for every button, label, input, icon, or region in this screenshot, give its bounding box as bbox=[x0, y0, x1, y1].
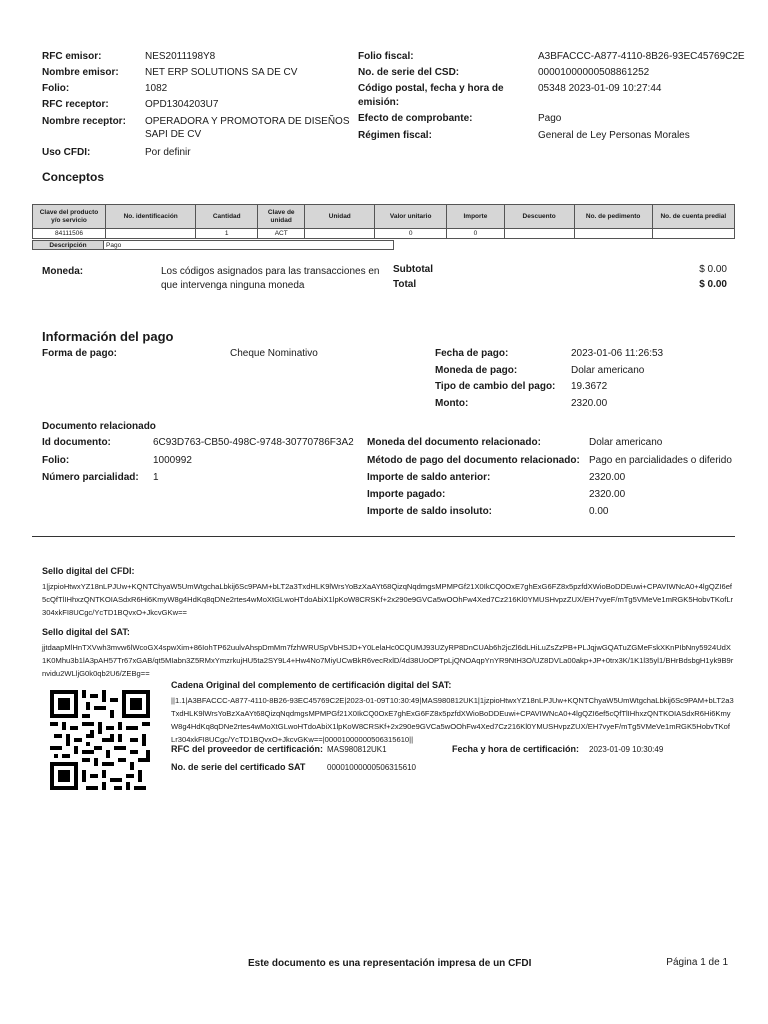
table-header-cell: Descuento bbox=[504, 205, 574, 229]
descripcion-label: Descripción bbox=[33, 241, 104, 249]
nombre-emisor-value: NET ERP SOLUTIONS SA DE CV bbox=[145, 67, 298, 78]
nombre-receptor-value-line1: OPERADORA Y PROMOTORA DE DISEÑOS bbox=[145, 116, 350, 127]
sello-cfdi-label: Sello digital del CFDI: bbox=[42, 566, 135, 576]
regimen-label: Régimen fiscal: bbox=[358, 130, 432, 141]
tipo-cambio-value: 19.3672 bbox=[571, 381, 608, 392]
folio-fiscal-label: Folio fiscal: bbox=[358, 51, 414, 62]
total-value: $ 0.00 bbox=[699, 279, 727, 290]
saldo-insoluto-value: 0.00 bbox=[589, 506, 609, 517]
table-row bbox=[33, 229, 735, 239]
regimen-value: General de Ley Personas Morales bbox=[538, 130, 690, 141]
table-cell: 1 bbox=[196, 229, 258, 239]
table-header-cell: Clave de unidad bbox=[258, 205, 305, 229]
table-cell: 0 bbox=[447, 229, 505, 239]
efecto-value: Pago bbox=[538, 113, 562, 124]
table-cell bbox=[105, 229, 195, 239]
table-cell: 84111506 bbox=[33, 229, 106, 239]
tipo-cambio-label: Tipo de cambio del pago: bbox=[435, 381, 556, 392]
metodo-pago-label: Método de pago del documento relacionado: bbox=[367, 455, 580, 466]
subtotal-label: Subtotal bbox=[393, 264, 433, 275]
serie-csd-value: 00001000000508861252 bbox=[538, 67, 650, 78]
folio-label: Folio: bbox=[42, 83, 70, 94]
nombre-receptor-label: Nombre receptor: bbox=[42, 116, 126, 127]
table-header-cell: Importe bbox=[447, 205, 505, 229]
parcialidad-value: 1 bbox=[153, 472, 159, 483]
id-documento-label: Id documento: bbox=[42, 437, 111, 448]
forma-pago-label: Forma de pago: bbox=[42, 348, 118, 359]
table-header-cell: Valor unitario bbox=[375, 205, 447, 229]
rfc-proveedor-value: MAS980812UK1 bbox=[327, 745, 387, 754]
rfc-receptor-value: OPD1304203U7 bbox=[145, 99, 219, 110]
moneda-pago-label: Moneda de pago: bbox=[435, 365, 518, 376]
monto-value: 2320.00 bbox=[571, 398, 608, 409]
parcialidad-label: Número parcialidad: bbox=[42, 472, 139, 483]
fecha-pago-label: Fecha de pago: bbox=[435, 348, 509, 359]
moneda-pago-value: Dolar americano bbox=[571, 365, 645, 376]
sello-sat-label: Sello digital del SAT: bbox=[42, 627, 130, 637]
table-cell bbox=[652, 229, 734, 239]
cadena-value: ||1.1|A3BFACCC-A877-4110-8B26-93EC45769C2E|2023-01-09T10:30:49|MAS980812UK1|1jzpioHtwxYZ18nLPJUw+KQNTChyaW5UmWtgchaLbkij6Sc9PAM+bLT2a3TxdHLK9lWrsYoBzXaAYt68QizqNqdmgsMPMPGf21X0IkCQ0OxE7ghExG6FZ8x5pzfdXWioBoDDEuwi+CPAVIWNcA0+4lgQZI6ef5cQfTlIHhxzQNTKOIASdxR6Hi6KmyW8g4HdKq8qDNe2rtes4wMoXtGLwoHTdoAbiX1lpKoW8CRSKf+2x290e9GVCa5wOOhFw4Xed7Cz216Kl0YMUSHvpzZUX/EH7vyeF/mTg5VMeVe1mRGK5HobvTKofLr304xkFI8UCgc/YcTD1BQvxO+JkcvGKw==|00001000000506315610|| bbox=[171, 696, 734, 744]
table-cell bbox=[574, 229, 652, 239]
uso-cfdi-label: Uso CFDI: bbox=[42, 147, 91, 158]
table-cell bbox=[305, 229, 375, 239]
table-cell: 0 bbox=[375, 229, 447, 239]
pago-title: Información del pago bbox=[42, 329, 174, 344]
saldo-anterior-value: 2320.00 bbox=[589, 472, 626, 483]
rfc-receptor-label: RFC receptor: bbox=[42, 99, 109, 110]
sello-sat-value: jjtdaapMlHnTXVwh3mvw6lWcoGX4spwXim+86IohTP62uulvAhspDmMm7fzhWRUSpVbHSJD+Y0LelaHc0CQUMJ93UZyRP8DnCUAb6h2jcZl6dLHiLuZsZzPB+PLJqjwGQATuZGMeFskXKnPIbNny5924UdX1K0Mhu3b1lA3pAH57Tr67xGAB/qt5MIabn3Z5RMxYmzrkujHU5ta2SY9L4+Hw4No7MiyUCwBkR6vecRxlD/4d38UoOPTpLjQNOAqpYnYR9NtH3O/UZ8DVLa00akp+JP+0trx3K/1K1l35yl1/BHrBdsbgH1yk9B9rnvidu2WLljG0k0qb2U6/ZEBg== bbox=[42, 643, 734, 678]
moneda-value-line2: que intervenga ninguna moneda bbox=[161, 280, 305, 291]
table-cell: ACT bbox=[258, 229, 305, 239]
nombre-emisor-label: Nombre emisor: bbox=[42, 67, 119, 78]
table-header-row bbox=[33, 205, 735, 229]
moneda-label: Moneda: bbox=[42, 266, 84, 277]
moneda-doc-label: Moneda del documento relacionado: bbox=[367, 437, 541, 448]
moneda-doc-value: Dolar americano bbox=[589, 437, 663, 448]
divider bbox=[32, 536, 735, 537]
cp-fecha-label-line1: Código postal, fecha y hora de bbox=[358, 83, 504, 94]
descripcion-value: Pago bbox=[106, 242, 122, 249]
saldo-anterior-label: Importe de saldo anterior: bbox=[367, 472, 491, 483]
conceptos-table bbox=[32, 204, 735, 239]
table-header-cell: No. de pedimento bbox=[574, 205, 652, 229]
qr-code-icon bbox=[50, 690, 150, 790]
table-cell bbox=[504, 229, 574, 239]
doc-folio-value: 1000992 bbox=[153, 455, 192, 466]
sello-cfdi-value: 1|jzpioHtwxYZ18nLPJUw+KQNTChyaW5UmWtgchaLbkij6Sc9PAM+bLT2a3TxdHLK9lWrsYoBzXaAYt68QizqNqdmgsMPMPGf21X0IkCQ0OxE7ghExG6FZ8x5pzfdXWioBoDDEuwi+CPAVIWNcA0+4lgQZI6ef5cQfTlIHhxzQNTKOIASdxR6Hi6KmyW8g4HdKq8qDNe2rtes4wMoXtGLwoHTdoAbiX1lpKoW8CRSKf+2x290e9GVCa5wOOhFw4Xed7Cz216Kl0YMUSHvpzZUX/EH7vyeF/mTg5VMeVe1mRGK5HobvTKofLr304xkFI8UCgc/YcTD1BQvxO+JkcvGKw== bbox=[42, 582, 734, 617]
footer-leyenda: Este documento es una representación impresa de un CFDI bbox=[248, 958, 532, 969]
metodo-pago-value: Pago en parcialidades o diferido bbox=[589, 455, 732, 466]
total-label: Total bbox=[393, 279, 417, 290]
fecha-pago-value: 2023-01-06 11:26:53 bbox=[571, 348, 664, 359]
serie-csd-label: No. de serie del CSD: bbox=[358, 67, 460, 78]
doc-folio-label: Folio: bbox=[42, 455, 70, 466]
cp-fecha-label-line2: emisión: bbox=[358, 97, 400, 108]
rfc-emisor-label: RFC emisor: bbox=[42, 51, 102, 62]
monto-label: Monto: bbox=[435, 398, 469, 409]
moneda-value-line1: Los códigos asignados para las transacciones en bbox=[161, 266, 380, 277]
descripcion-row bbox=[32, 240, 394, 250]
cp-fecha-value: 05348 2023-01-09 10:27:44 bbox=[538, 83, 662, 94]
importe-pagado-value: 2320.00 bbox=[589, 489, 626, 500]
efecto-label: Efecto de comprobante: bbox=[358, 113, 473, 124]
rfc-emisor-value: NES2011198Y8 bbox=[145, 51, 216, 62]
id-documento-value: 6C93D763-CB50-498C-9748-30770786F3A2 bbox=[153, 437, 354, 448]
subtotal-value: $ 0.00 bbox=[699, 264, 727, 275]
table-header-cell: Cantidad bbox=[196, 205, 258, 229]
cadena-label: Cadena Original del complemento de certificación digital del SAT: bbox=[171, 680, 452, 690]
forma-pago-value: Cheque Nominativo bbox=[230, 348, 318, 359]
table-header-cell: Clave del producto y/o servicio bbox=[33, 205, 106, 229]
documento-title: Documento relacionado bbox=[42, 421, 156, 432]
table-header-cell: No. de cuenta predial bbox=[652, 205, 734, 229]
folio-fiscal-value: A3BFACCC-A877-4110-8B26-93EC45769C2E bbox=[538, 51, 745, 62]
nombre-receptor-value-line2: SAPI DE CV bbox=[145, 129, 202, 140]
table-header-cell: No. identificación bbox=[105, 205, 195, 229]
rfc-proveedor-label: RFC del proveedor de certificación: bbox=[171, 744, 324, 754]
fecha-cert-label: Fecha y hora de certificación: bbox=[452, 744, 580, 754]
folio-value: 1082 bbox=[145, 83, 168, 94]
table-header-cell: Unidad bbox=[305, 205, 375, 229]
serie-sat-value: 00001000000506315610 bbox=[327, 763, 416, 772]
fecha-cert-value: 2023-01-09 10:30:49 bbox=[589, 745, 664, 754]
serie-sat-label: No. de serie del certificado SAT bbox=[171, 762, 306, 772]
uso-cfdi-value: Por definir bbox=[145, 147, 191, 158]
saldo-insoluto-label: Importe de saldo insoluto: bbox=[367, 506, 493, 517]
conceptos-title: Conceptos bbox=[42, 170, 105, 184]
importe-pagado-label: Importe pagado: bbox=[367, 489, 446, 500]
page-number: Página 1 de 1 bbox=[666, 957, 728, 968]
